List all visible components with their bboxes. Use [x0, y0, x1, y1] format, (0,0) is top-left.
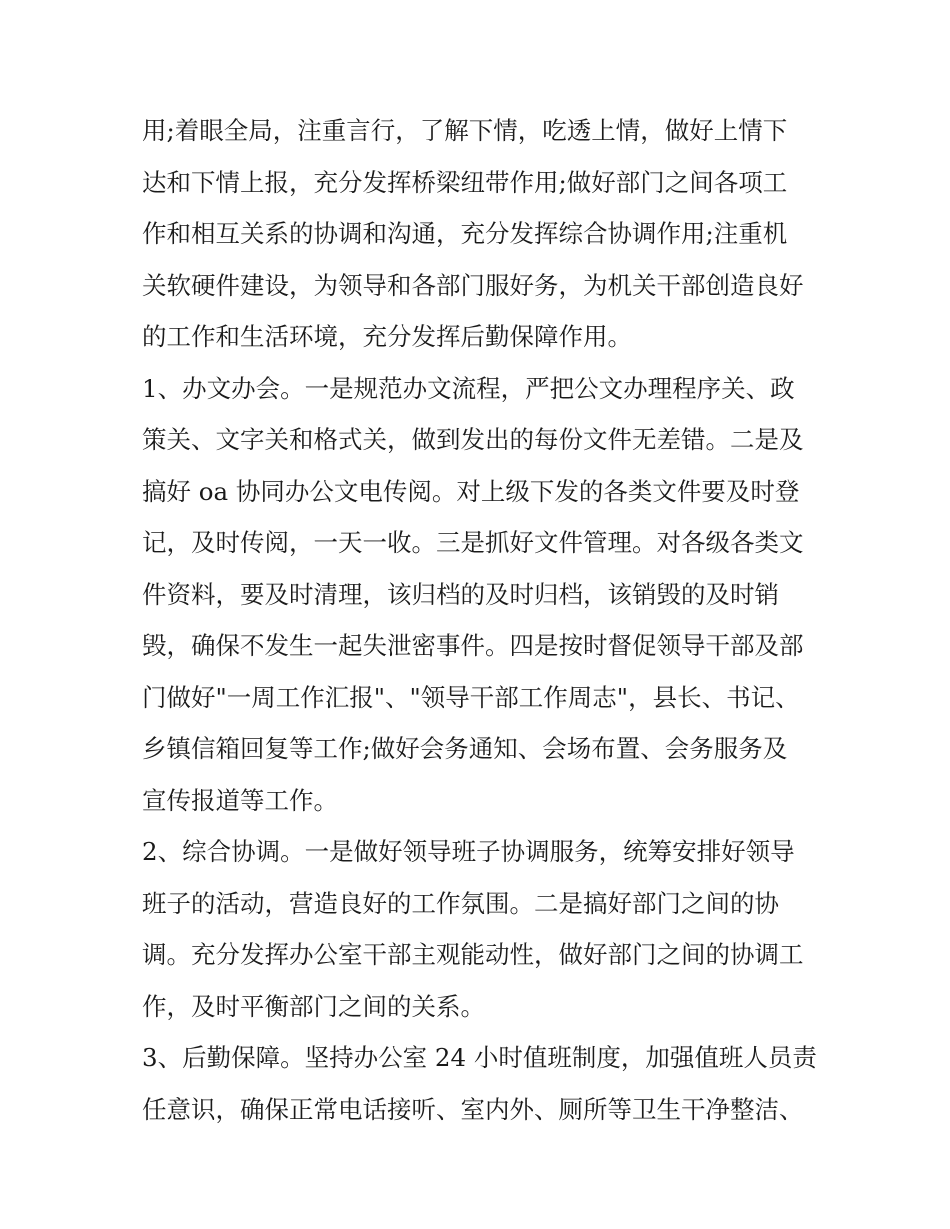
text-line-16: 班子的活动，营造良好的工作氛围。二是搞好部门之间的协: [142, 888, 779, 918]
text-line-18: 作，及时平衡部门之间的关系。: [142, 991, 485, 1021]
document-body: [142, 105, 817, 1135]
text-line-8: 搞好 oa 协同办公文电传阅。对上级下发的各类文件要及时登: [142, 476, 800, 506]
text-line-17: 调。充分发挥办公室干部主观能动性，做好部门之间的协调工: [142, 940, 804, 969]
text-line-10: 件资料，要及时清理，该归档的及时归档，该销毁的及时销: [142, 579, 779, 609]
text-line-15: 2、综合协调。一是做好领导班子协调服务，统筹安排好领导: [142, 837, 795, 866]
text-line-4: 关软硬件建设，为领导和各部门服好务，为机关干部创造良好: [142, 270, 804, 300]
text-line-12: 门做好"一周工作汇报"、"领导干部工作周志"，县长、书记、: [142, 682, 800, 712]
text-line-20: 任意识，确保正常电话接听、室内外、厕所等卫生干净整洁、: [142, 1094, 804, 1124]
text-line-14: 宣传报道等工作。: [142, 785, 338, 815]
text-line-13: 乡镇信箱回复等工作;做好会务通知、会场布置、会务服务及: [142, 734, 788, 763]
text-line-9: 记，及时传阅，一天一收。三是抓好文件管理。对各级各类文: [142, 528, 804, 557]
text-line-1: 用;着眼全局，注重言行，了解下情，吃透上情，做好上情下: [142, 116, 788, 145]
text-line-3: 作和相互关系的协调和沟通，充分发挥综合协调作用;注重机: [142, 219, 788, 248]
text-line-11: 毁，确保不发生一起失泄密事件。四是按时督促领导干部及部: [142, 631, 804, 660]
text-line-19: 3、后勤保障。坚持办公室 24 小时值班制度，加强值班人员责: [142, 1043, 817, 1072]
text-line-6: 1、办文办会。一是规范办文流程，严把公文办理程序关、政: [142, 373, 795, 403]
text-line-2: 达和下情上报，充分发挥桥梁纽带作用;做好部门之间各项工: [142, 167, 788, 197]
text-line-7: 策关、文字关和格式关，做到发出的每份文件无差错。二是及: [142, 425, 804, 454]
text-line-5: 的工作和生活环境，充分发挥后勤保障作用。: [142, 322, 632, 351]
